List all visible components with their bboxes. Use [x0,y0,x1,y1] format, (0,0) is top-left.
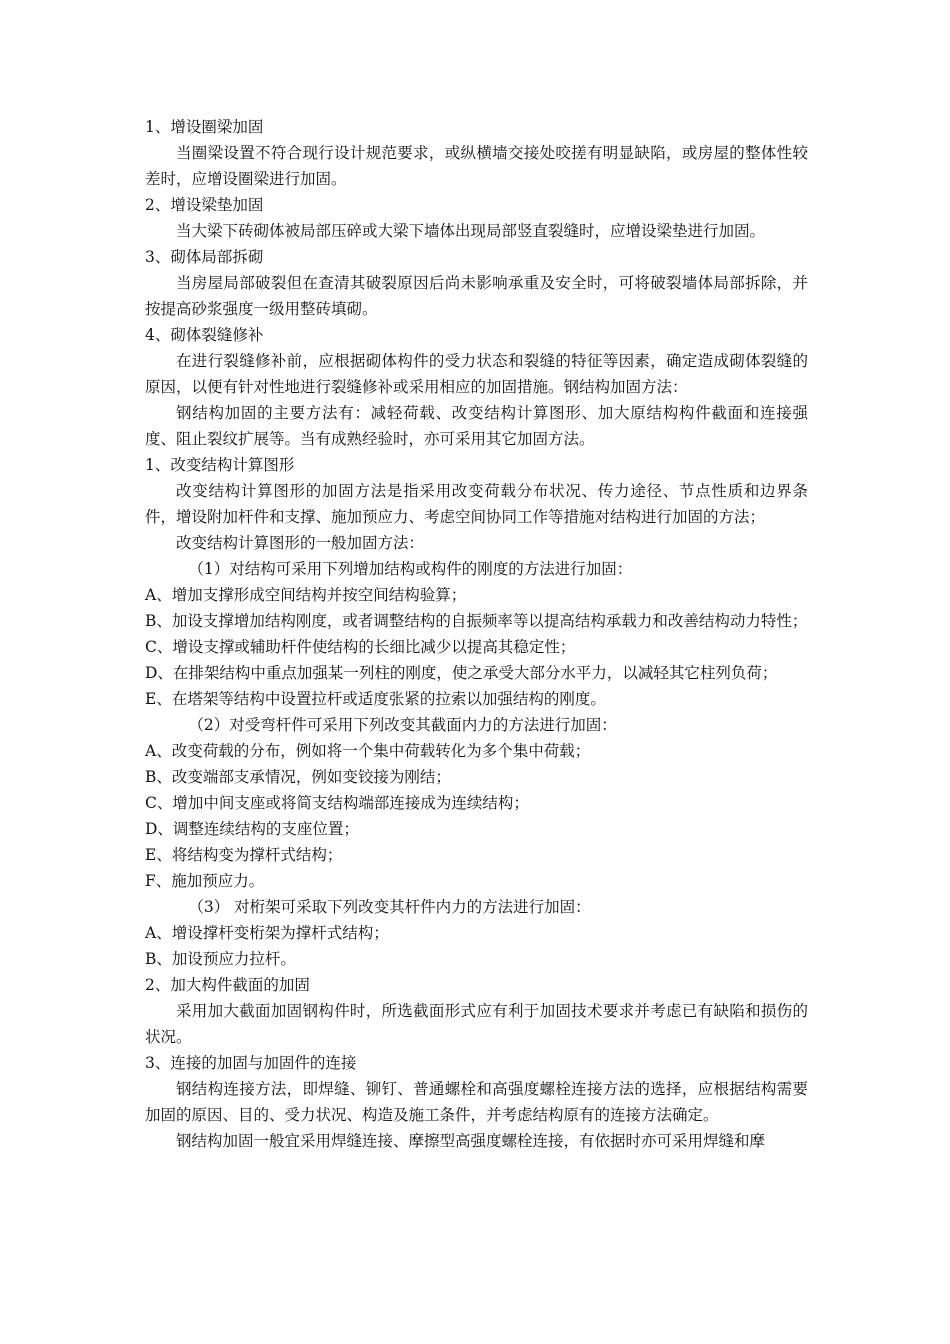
section-heading: 3、连接的加固与加固件的连接 [145,1054,357,1072]
paragraph: 钢结构加固一般宜采用焊缝连接、摩擦型高强度螺栓连接，有依据时亦可采用焊缝和摩 [176,1132,766,1150]
paragraph: 改变结构计算图形的加固方法是指采用改变荷载分布状况、传力途径、节点性质和边界条件，增设附加杆件和支撑、施加预应力、考虑空间协同工作等措施对结构进行加固的方法； [145,482,808,526]
section-heading: 4、砌体裂缝修补 [145,326,264,344]
section-heading: 2、加大构件截面的加固 [145,976,310,994]
document-page [145,114,808,1154]
paragraph: 当房屋局部破裂但在查清其破裂原因后尚未影响承重及安全时，可将破裂墙体局部拆除，并按提高砂浆强度一级用整砖填砌。 [145,274,808,318]
paragraph: 采用加大截面加固钢构件时，所选截面形式应有利于加固技术要求并考虑已有缺陷和损伤的状况。 [145,1002,808,1046]
paragraph: 改变结构计算图形的一般加固方法： [176,534,425,552]
paragraph: 钢结构连接方法，即焊缝、铆钉、普通螺栓和高强度螺栓连接方法的选择，应根据结构需要加固的原因、目的、受力状况、构造及施工条件，并考虑结构原有的连接方法确定。 [145,1080,808,1124]
paragraph: 当圈梁设置不符合现行设计规范要求，或纵横墙交接处咬搓有明显缺陷，或房屋的整体性较差时，应增设圈梁进行加固。 [145,144,808,188]
list-item: B、改变端部支承情况，例如变铰接为刚结； [145,768,451,786]
list-item: B、加设支撑增加结构刚度，或者调整结构的自振频率等以提高结构承载力和改善结构动力特性； [145,612,808,630]
list-item: F、施加预应力。 [145,872,265,890]
list-item: C、增加中间支座或将简支结构端部连接成为连续结构； [145,794,529,812]
section-heading: 1、增设圈梁加固 [145,118,264,136]
list-item: E、在塔架等结构中设置拉杆或适度张紧的拉索以加强结构的刚度。 [145,690,606,708]
paragraph: 钢结构加固的主要方法有：减轻荷载、改变结构计算图形、加大原结构构件截面和连接强度、阻止裂纹扩展等。当有成熟经验时，亦可采用其它加固方法。 [145,404,808,448]
paragraph: 当大梁下砖砌体被局部压碎或大梁下墙体出现局部竖直裂缝时，应增设梁垫进行加固。 [176,222,766,240]
list-item: A、改变荷载的分布，例如将一个集中荷载转化为多个集中荷载； [145,742,591,760]
list-item: D、调整连续结构的支座位置； [145,820,359,838]
paragraph: 在进行裂缝修补前，应根据砌体构件的受力状态和裂缝的特征等因素，确定造成砌体裂缝的原因，以便有针对性地进行裂缝修补或采用相应的加固措施。钢结构加固方法： [145,352,808,396]
section-heading: 2、增设梁垫加固 [145,196,264,214]
sub-heading: （2）对受弯杆件可采用下列改变其截面内力的方法进行加固： [188,716,617,734]
list-item: E、将结构变为撑杆式结构； [145,846,343,864]
section-heading: 3、砌体局部拆砌 [145,248,264,266]
section-heading: 1、改变结构计算图形 [145,456,295,474]
list-item: A、增加支撑形成空间结构并按空间结构验算； [145,586,467,604]
list-item: B、加设预应力拉杆。 [145,950,296,968]
list-item: C、增设支撑或辅助杆件使结构的长细比减少以提高其稳定性； [145,638,576,656]
sub-heading: （3） 对桁架可采取下列改变其杆件内力的方法进行加固： [188,898,591,916]
list-item: A、增设撑杆变桁架为撑杆式结构； [145,924,389,942]
list-item: D、在排架结构中重点加强某一列柱的刚度，使之承受大部分水平力，以减轻其它柱列负荷； [145,664,778,682]
sub-heading: （1）对结构可采用下列增加结构或构件的刚度的方法进行加固： [188,560,633,578]
